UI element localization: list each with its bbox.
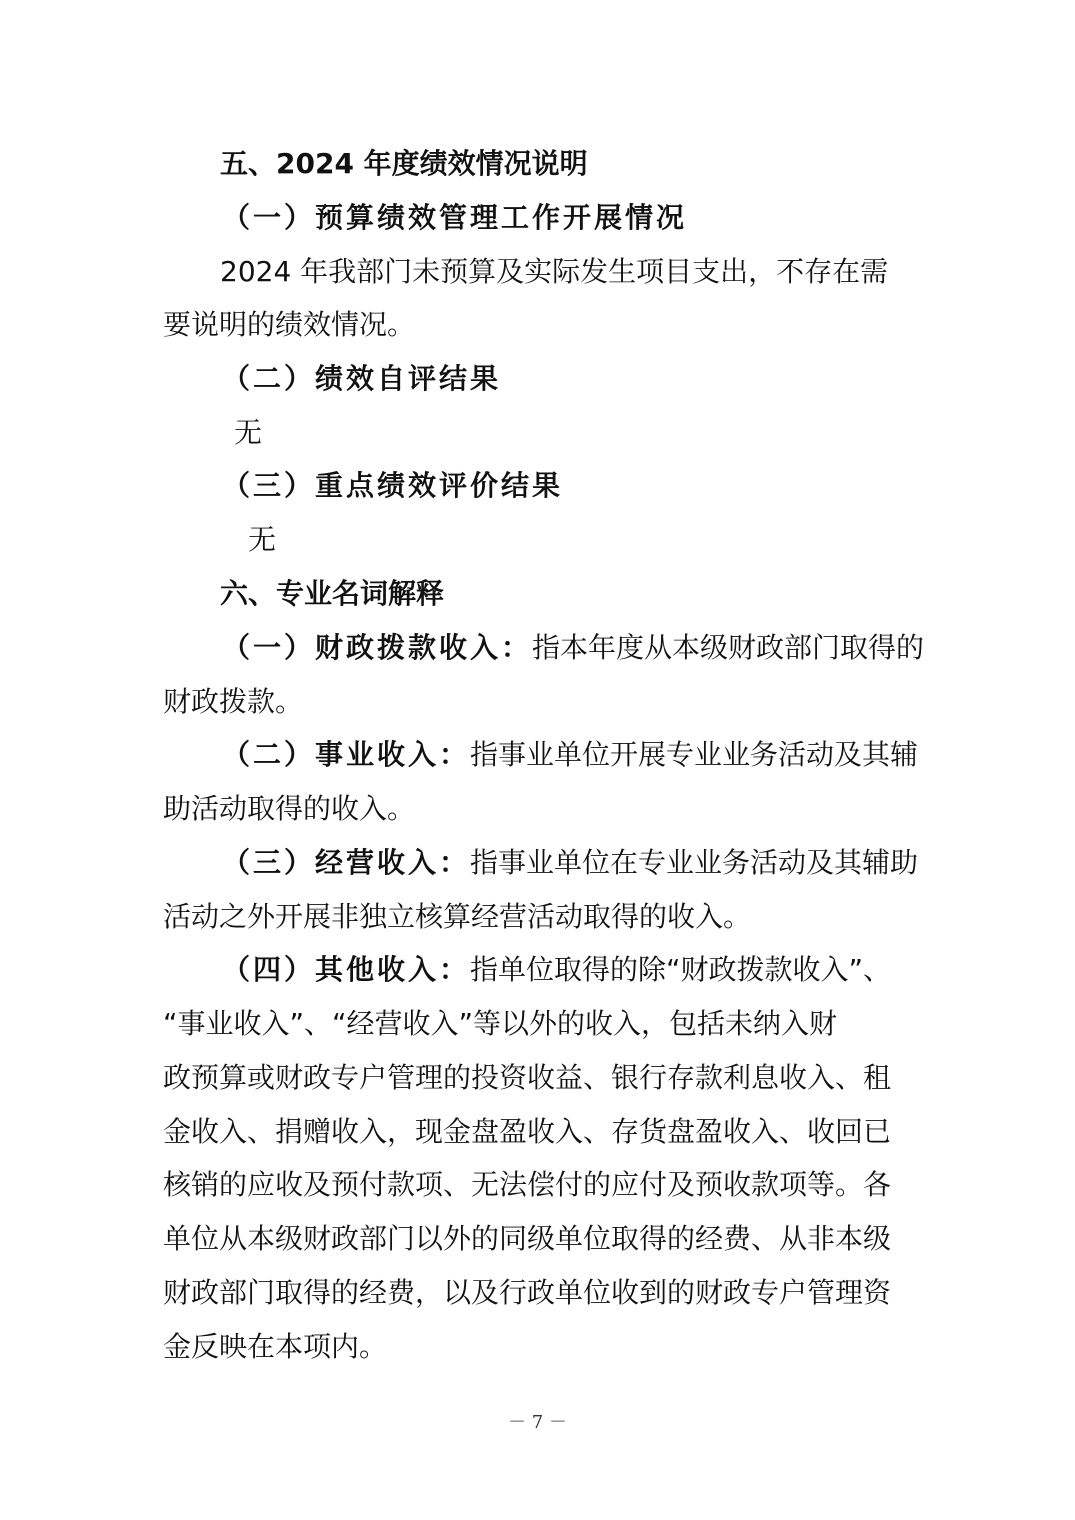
paragraph-line: 2024 年我部门未预算及实际发生项目支出，不存在需 <box>220 255 889 288</box>
section-5-2-heading: （二）绩效自评结果 <box>222 362 502 395</box>
term-definition-4 <box>222 952 891 988</box>
section-5-3-heading: （三）重点绩效评价结果 <box>222 469 564 502</box>
paragraph-line: 核销的应收及预付款项、无法偿付的应付及预收款项等。各 <box>163 1168 892 1201</box>
term-text: 指单位取得的除“财政拨款收入”、 <box>470 953 892 986</box>
paragraph-line: 财政拨款。 <box>163 685 304 718</box>
term-text: 指事业单位开展专业业务活动及其辅 <box>470 738 919 771</box>
section-6-heading: 六、专业名词解释 <box>220 577 445 610</box>
section-5-1-heading: （一）预算绩效管理工作开展情况 <box>222 201 688 234</box>
term-definition-2 <box>222 737 918 773</box>
term-label: （一）财政拨款收入： <box>222 631 533 664</box>
term-label: （四）其他收入： <box>222 953 471 986</box>
page-number: － 7 － <box>508 1412 567 1433</box>
paragraph-line: 活动之外开展非独立核算经营活动取得的收入。 <box>163 900 752 933</box>
paragraph-line: 单位从本级财政部门以外的同级单位取得的经费、从非本级 <box>163 1222 892 1255</box>
paragraph-line: 要说明的绩效情况。 <box>163 308 416 341</box>
term-label: （三）经营收入： <box>222 846 471 879</box>
term-text: 指本年度从本级财政部门取得的 <box>532 631 925 664</box>
paragraph-line: 金收入、捐赠收入，现金盘盈收入、存货盘盈收入、收回已 <box>163 1115 892 1148</box>
term-definition-3 <box>222 845 918 881</box>
paragraph-line: 无 <box>234 416 263 449</box>
term-definition-1 <box>222 630 924 666</box>
paragraph-line: 助活动取得的收入。 <box>163 792 416 825</box>
paragraph-line: 金反映在本项内。 <box>163 1330 388 1363</box>
term-label: （二）事业收入： <box>222 738 471 771</box>
term-text: 指事业单位在专业业务活动及其辅助 <box>470 846 919 879</box>
paragraph-line: 财政部门取得的经费，以及行政单位收到的财政专户管理资 <box>163 1276 892 1309</box>
section-5-heading: 五、2024 年度绩效情况说明 <box>220 147 588 180</box>
paragraph-line: “事业收入”、“经营收入”等以外的收入，包括未纳入财 <box>163 1007 838 1040</box>
paragraph-line: 政预算或财政专户管理的投资收益、银行存款利息收入、租 <box>163 1061 892 1094</box>
paragraph-line: 无 <box>248 523 277 556</box>
